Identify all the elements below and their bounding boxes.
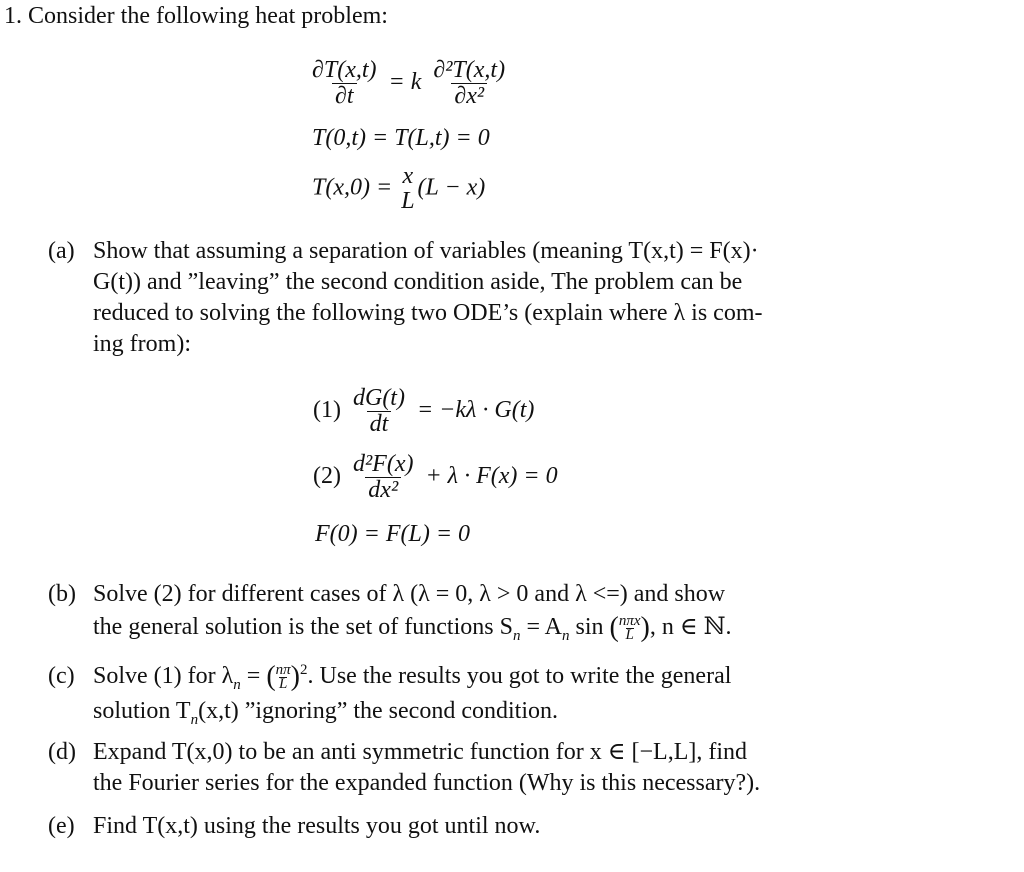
problem-intro: Consider the following heat problem:	[28, 3, 388, 29]
part-e-line1: Find T(x,t) using the results you got until now.	[93, 813, 541, 839]
part-a-line1: Show that assuming a separation of variables (meaning T(x,t) = F(x)·	[93, 238, 759, 264]
ode1-tag: (1)	[313, 397, 341, 424]
part-d-line1: Expand T(x,0) to be an anti symmetric function for x ∈ [−L,L], find	[93, 739, 748, 765]
part-d-line2: the Fourier series for the expanded function (Why is this necessary?).	[93, 770, 761, 796]
bc-text: T(0,t) = T(L,t) = 0	[312, 125, 490, 151]
boundary-condition	[312, 124, 490, 152]
part-c-line2	[93, 697, 558, 728]
part-b-label: (b)	[48, 581, 76, 607]
c-rest: . Use the results you got to write the general	[307, 663, 732, 689]
part-b-line2: the general solution is the set of functions $S_n = A_n$ sin ( nπx L ), n ∈ ℕ.	[93, 612, 732, 644]
part-a-line3: reduced to solving the following two ODE’s (explain where λ is com-	[93, 300, 763, 326]
ode-1	[313, 386, 534, 437]
c-sub2: n	[190, 711, 199, 728]
part-b-line1: Solve (2) for different cases of λ (λ = 0, λ > 0 and λ <=) and show	[93, 581, 726, 607]
ic-den: L	[401, 188, 415, 214]
ode1-num: dG(t)	[352, 385, 405, 411]
b-sin: sin	[569, 614, 610, 640]
problem-heading	[4, 2, 388, 30]
ode-boundary	[315, 520, 470, 548]
b-sub: n	[512, 627, 521, 644]
c-frac-den: L	[278, 675, 288, 692]
b-frac-den: L	[625, 626, 634, 643]
pde-equals-k: = k	[388, 69, 422, 96]
pde-equation	[306, 58, 511, 109]
ode2-tag: (2)	[313, 463, 341, 490]
b-sub2: n	[561, 627, 570, 644]
part-c-line1: Solve (1) for $\lambda_n$ = ( $\frac{n\pi}{L}$ )$^2$. Use the results you got to write the general	[93, 661, 732, 693]
c-line2-rest: (x,t) ”ignoring” the second condition.	[198, 698, 558, 724]
ic-rest: (L − x)	[417, 174, 486, 201]
c-frac-num: nπ	[275, 661, 291, 678]
ode2-den: dx²	[365, 477, 401, 503]
ode-bc-text: F(0) = F(L) = 0	[315, 521, 471, 547]
c-eq: =	[240, 663, 267, 689]
c-sub: n	[233, 676, 241, 693]
c-exp: 2	[300, 662, 308, 678]
c-line2-text: solution T	[93, 698, 191, 724]
b-eq: = A	[520, 614, 562, 640]
b-end: , n ∈ ℕ.	[649, 614, 732, 640]
b-text: the general solution is the set of functions S	[93, 614, 513, 640]
ode1-rhs: = −kλ · G(t)	[416, 397, 535, 424]
ode2-rhs: + λ · F(x) = 0	[425, 463, 558, 490]
ode-2	[313, 452, 558, 503]
pde-lhs-numerator: ∂T(x,t)	[312, 57, 377, 83]
pde-lhs-denominator: ∂t	[332, 83, 357, 109]
part-a-line2: G(t)) and ”leaving” the second condition aside, The problem can be	[93, 269, 743, 295]
ic-lhs: T(x,0) =	[312, 174, 393, 201]
problem-number: 1.	[4, 3, 22, 29]
part-d-label: (d)	[48, 739, 76, 765]
c-text: Solve (1) for λ	[93, 663, 234, 689]
part-a-line4: ing from):	[93, 331, 191, 357]
ode2-num: d²F(x)	[352, 451, 414, 477]
pde-rhs-numerator: ∂²T(x,t)	[433, 57, 506, 83]
ic-num: x	[402, 163, 414, 189]
b-frac-num: nπx	[618, 612, 641, 629]
part-a-label: (a)	[48, 238, 75, 264]
initial-condition	[312, 164, 485, 214]
pde-rhs-denominator: ∂x²	[451, 83, 487, 109]
part-e-label: (e)	[48, 813, 75, 839]
part-c-label: (c)	[48, 663, 75, 689]
ode1-den: dt	[367, 411, 392, 437]
